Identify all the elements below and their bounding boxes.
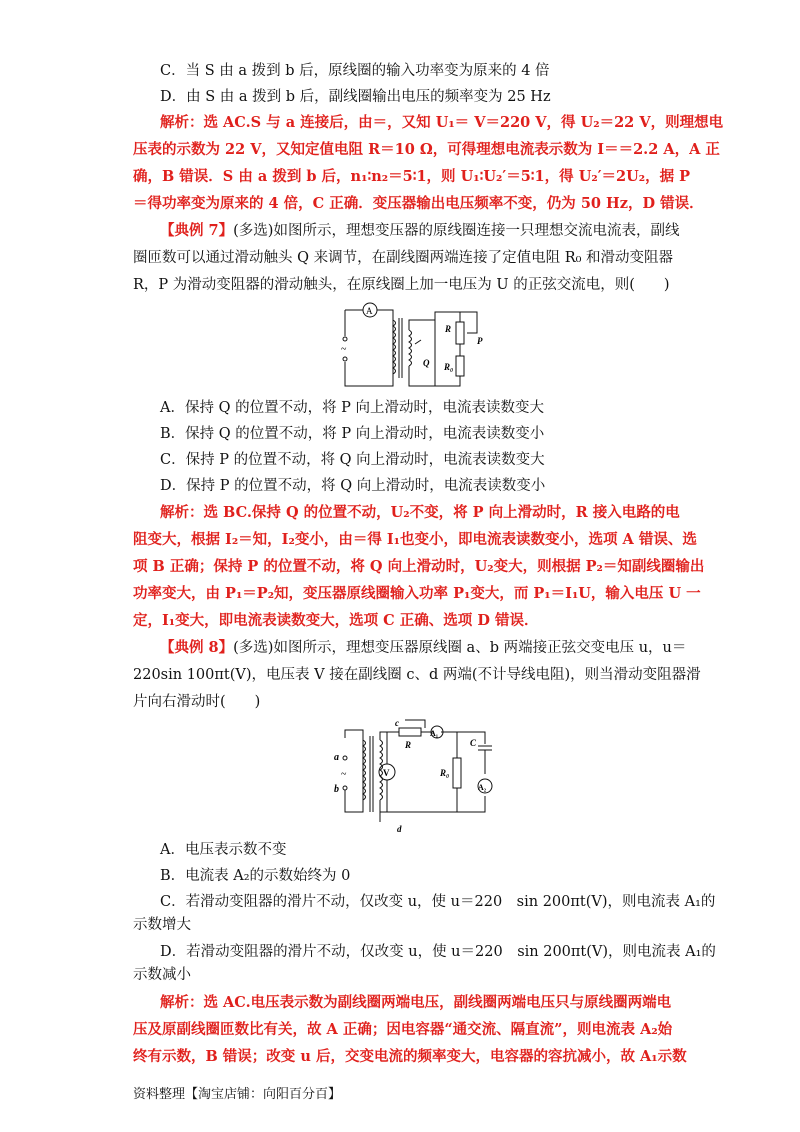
analysis-line: ＝得功率变为原来的 4 倍，C 正确．变压器输出电压频率不变，仍为 50 Hz，D 错误．: [133, 195, 704, 212]
analysis-line: 解析：选 AC.电压表示数为副线圈两端电压，副线圈两端电压只与原线圈两端电: [160, 994, 672, 1011]
analysis-line: 确，B 错误．S 由 a 拨到 b 后，n₁∶n₂＝5∶1，则 U₁∶U₂′＝5∶1，得 U₂′＝2U₂，据 P: [133, 168, 691, 185]
analysis-line: 压表的示数为 22 V，又知定值电阻 R＝10 Ω，可得理想电流表示数为 I＝＝2.2 A，A 正: [133, 141, 720, 158]
example-8-question: [160, 637, 700, 659]
question-text: 片向右滑动时( ): [133, 694, 261, 710]
label-r0: R₀: [444, 362, 454, 372]
voltmeter-symbol: V: [383, 768, 390, 778]
question-text: 220sin 100πt(V)，电压表 V 接在副线圈 c、d 两端(不计导线电阻)，则当滑动变阻器滑: [133, 667, 701, 683]
option-d: D．由 S 由 a 拨到 b 后，副线圈输出电压的频率变为 25 Hz: [160, 89, 551, 105]
question-text: R，P 为滑动变阻器的滑动触头，在原线圈上加一电压为 U 的正弦交流电，则( ): [133, 277, 670, 293]
label-capacitor: C: [470, 738, 477, 748]
question-text: (多选)如图所示，理想变压器原线圈 a、b 两端接正弦交变电压 u，u＝: [233, 640, 687, 656]
option-d: D．保持 P 的位置不动，将 Q 向上滑动时，电流表读数变小: [160, 478, 546, 494]
label-r0: R₀: [440, 768, 450, 778]
option-d-cont: 示数减小: [133, 967, 191, 983]
question-text: (多选)如图所示，理想变压器的原线圈连接一只理想交流电流表，副线: [233, 223, 680, 239]
analysis-line: 项 B 正确；保持 P 的位置不动，将 Q 向上滑动时，U₂变大，则根据 P₂＝知副线圈输出: [133, 558, 705, 575]
option-c: C．保持 P 的位置不动，将 Q 向上滑动时，电流表读数变大: [160, 452, 545, 468]
label-r: R: [445, 324, 452, 334]
option-a: A．电压表示数不变: [160, 842, 287, 858]
label-b: b: [334, 784, 339, 795]
label-r: R: [405, 740, 412, 750]
question-text: 圈匝数可以通过滑动触头 Q 来调节，在副线圈两端连接了定值电阻 R₀ 和滑动变阻器: [133, 250, 674, 266]
analysis-line: 压及原副线圈匝数比有关，故 A 正确；因电容器“通交流、隔直流”，则电流表 A₂始: [133, 1021, 673, 1038]
option-b: B．保持 Q 的位置不动，将 P 向上滑动时，电流表读数变小: [160, 426, 545, 442]
option-a: A．保持 Q 的位置不动，将 P 向上滑动时，电流表读数变大: [160, 400, 545, 416]
label-a: a: [334, 752, 339, 763]
example-8-tag: 【典例 8】: [160, 639, 234, 656]
label-p: P: [477, 336, 483, 346]
ac-source-symbol: ~: [341, 344, 347, 355]
example-7-tag: 【典例 7】: [160, 222, 234, 239]
label-c: c: [395, 718, 399, 728]
option-b: B．电流表 A₂的示数始终为 0: [160, 868, 351, 884]
option-c: C．若滑动变阻器的滑片不动，仅改变 u，使 u＝220 sin 200πt(V)，则电流表 A₁的: [160, 894, 716, 910]
ammeter-a1-symbol: A₁: [430, 729, 439, 738]
example-7-question: [160, 220, 700, 242]
analysis-line: 解析：选 BC.保持 Q 的位置不动，U₂不变，将 P 向上滑动时，R 接入电路的电: [160, 504, 680, 521]
ammeter-a2-symbol: A₂: [478, 783, 487, 792]
option-c-cont: 示数增大: [133, 917, 191, 933]
footer-note: 资料整理【淘宝店铺：向阳百分百】: [133, 1087, 342, 1102]
analysis-line: 终有示数，B 错误；改变 u 后，交变电流的频率变大，电容器的容抗减小，故 A₁示数: [133, 1048, 687, 1065]
analysis-line: 解析：选 AC.S 与 a 连接后，由＝，又知 U₁＝ V＝220 V，得 U₂＝22 V，则理想电: [160, 114, 724, 131]
option-d: D．若滑动变阻器的滑片不动，仅改变 u，使 u＝220 sin 200πt(V)，则电流表 A₁的: [160, 944, 716, 960]
option-c: C．当 S 由 a 拨到 b 后，原线圈的输入功率变为原来的 4 倍: [160, 63, 550, 79]
ammeter-symbol: A: [366, 306, 373, 316]
figure-7-circuit: [335, 300, 505, 392]
ac-source-symbol: ~: [341, 769, 347, 780]
analysis-line: 阻变大，根据 I₂＝知，I₂变小，由＝得 I₁也变小，即电流表读数变小，选项 A 错误、选: [133, 531, 697, 548]
label-d: d: [397, 824, 402, 834]
figure-8-circuit: [325, 716, 505, 834]
label-q: Q: [423, 358, 430, 368]
analysis-line: 定，I₁变大，即电流表读数变大，选项 C 正确、选项 D 错误．: [133, 612, 539, 629]
analysis-line: 功率变大，由 P₁＝P₂知，变压器原线圈输入功率 P₁变大，而 P₁＝I₁U，输入电压 U 一: [133, 585, 701, 602]
